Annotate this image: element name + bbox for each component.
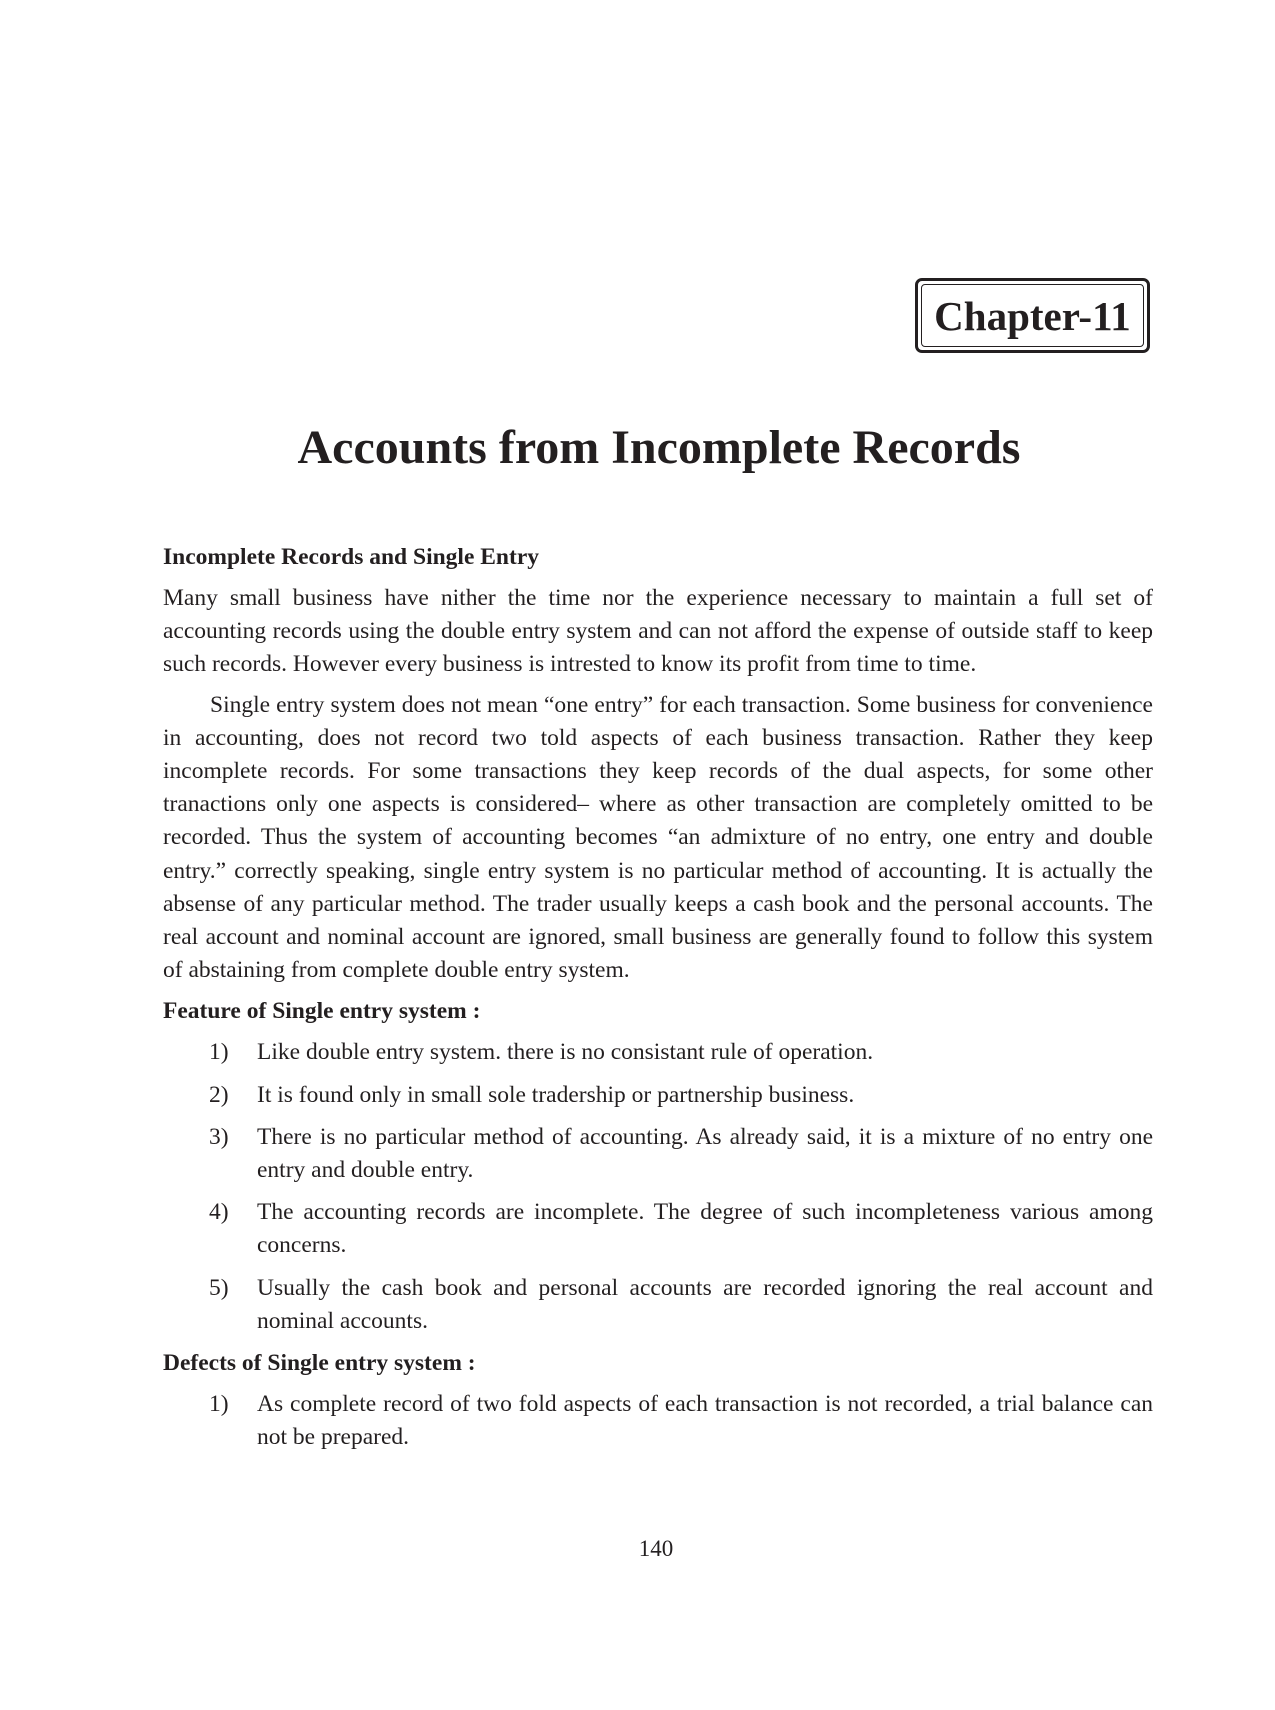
features-list — [163, 1036, 1153, 1338]
list-item — [163, 1196, 1153, 1262]
chapter-title: Accounts from Incomplete Records — [297, 421, 1021, 474]
defects-list — [163, 1388, 1153, 1454]
section-heading-defects: Defects of Single entry system : — [163, 1350, 476, 1377]
list-item-number: 2) — [209, 1081, 229, 1108]
list-item-text: There is no particular method of accounting. As already said, it is a mixture of no entry one entry and double entry. — [257, 1123, 1153, 1184]
list-item-number: 3) — [209, 1123, 229, 1150]
list-item-number: 1) — [209, 1039, 229, 1066]
chapter-content — [163, 541, 1153, 1463]
chapter-box-inner — [921, 284, 1144, 347]
list-item-text: As complete record of two fold aspects of each transaction is not recorded, a trial balance can not be prepared. — [257, 1391, 1153, 1451]
section-heading-incomplete-records: Incomplete Records and Single Entry — [163, 544, 539, 570]
list-item-text: The accounting records are incomplete. The degree of such incompleteness various among concerns. — [257, 1199, 1153, 1259]
chapter-label: Chapter-11 — [934, 292, 1131, 339]
list-item-number: 4) — [209, 1199, 229, 1226]
list-item-text: Like double entry system. there is no consistant rule of operation. — [257, 1039, 874, 1066]
list-item — [163, 1036, 1153, 1069]
paragraph-1: Many small business have nither the time nor the experience necessary to maintain a full set of accounting records using the double entry system and can not afford the expense of outside staff to keep such records. However every business is intrested to know its profit from time to time. — [163, 585, 1153, 678]
list-item-text: Usually the cash book and personal accounts are recorded ignoring the real account and nominal accounts. — [257, 1274, 1153, 1334]
list-item-number: 1) — [209, 1391, 229, 1418]
section-heading-features: Feature of Single entry system : — [163, 998, 481, 1025]
list-item — [163, 1079, 1153, 1112]
list-item — [163, 1272, 1153, 1338]
list-item — [163, 1388, 1153, 1454]
page-number: 140 — [638, 1536, 674, 1561]
chapter-box — [915, 278, 1150, 353]
list-item — [163, 1121, 1153, 1187]
list-item-number: 5) — [209, 1274, 229, 1301]
paragraph-2: Single entry system does not mean “one entry” for each transaction. Some business for convenience in accounting, does not record two told aspects of each business transaction. Rather they keep incomplete records. For some transactions they keep records of the dual aspects, for some other tranactions only one aspects is considered– where as other transaction are completely omitted to be recorded. Thus the system of accounting becomes “an admixture of no entry, one entry and double entry.” correctly speaking, single entry system is no particular method of accounting. It is actually the absense of any particular method. The trader usually keeps a cash book and the personal accounts. The real account and nominal account are ignored, small business are generally found to follow this system of abstaining from complete double entry system. — [163, 691, 1153, 984]
list-item-text: It is found only in small sole tradership or partnership business. — [257, 1081, 855, 1108]
